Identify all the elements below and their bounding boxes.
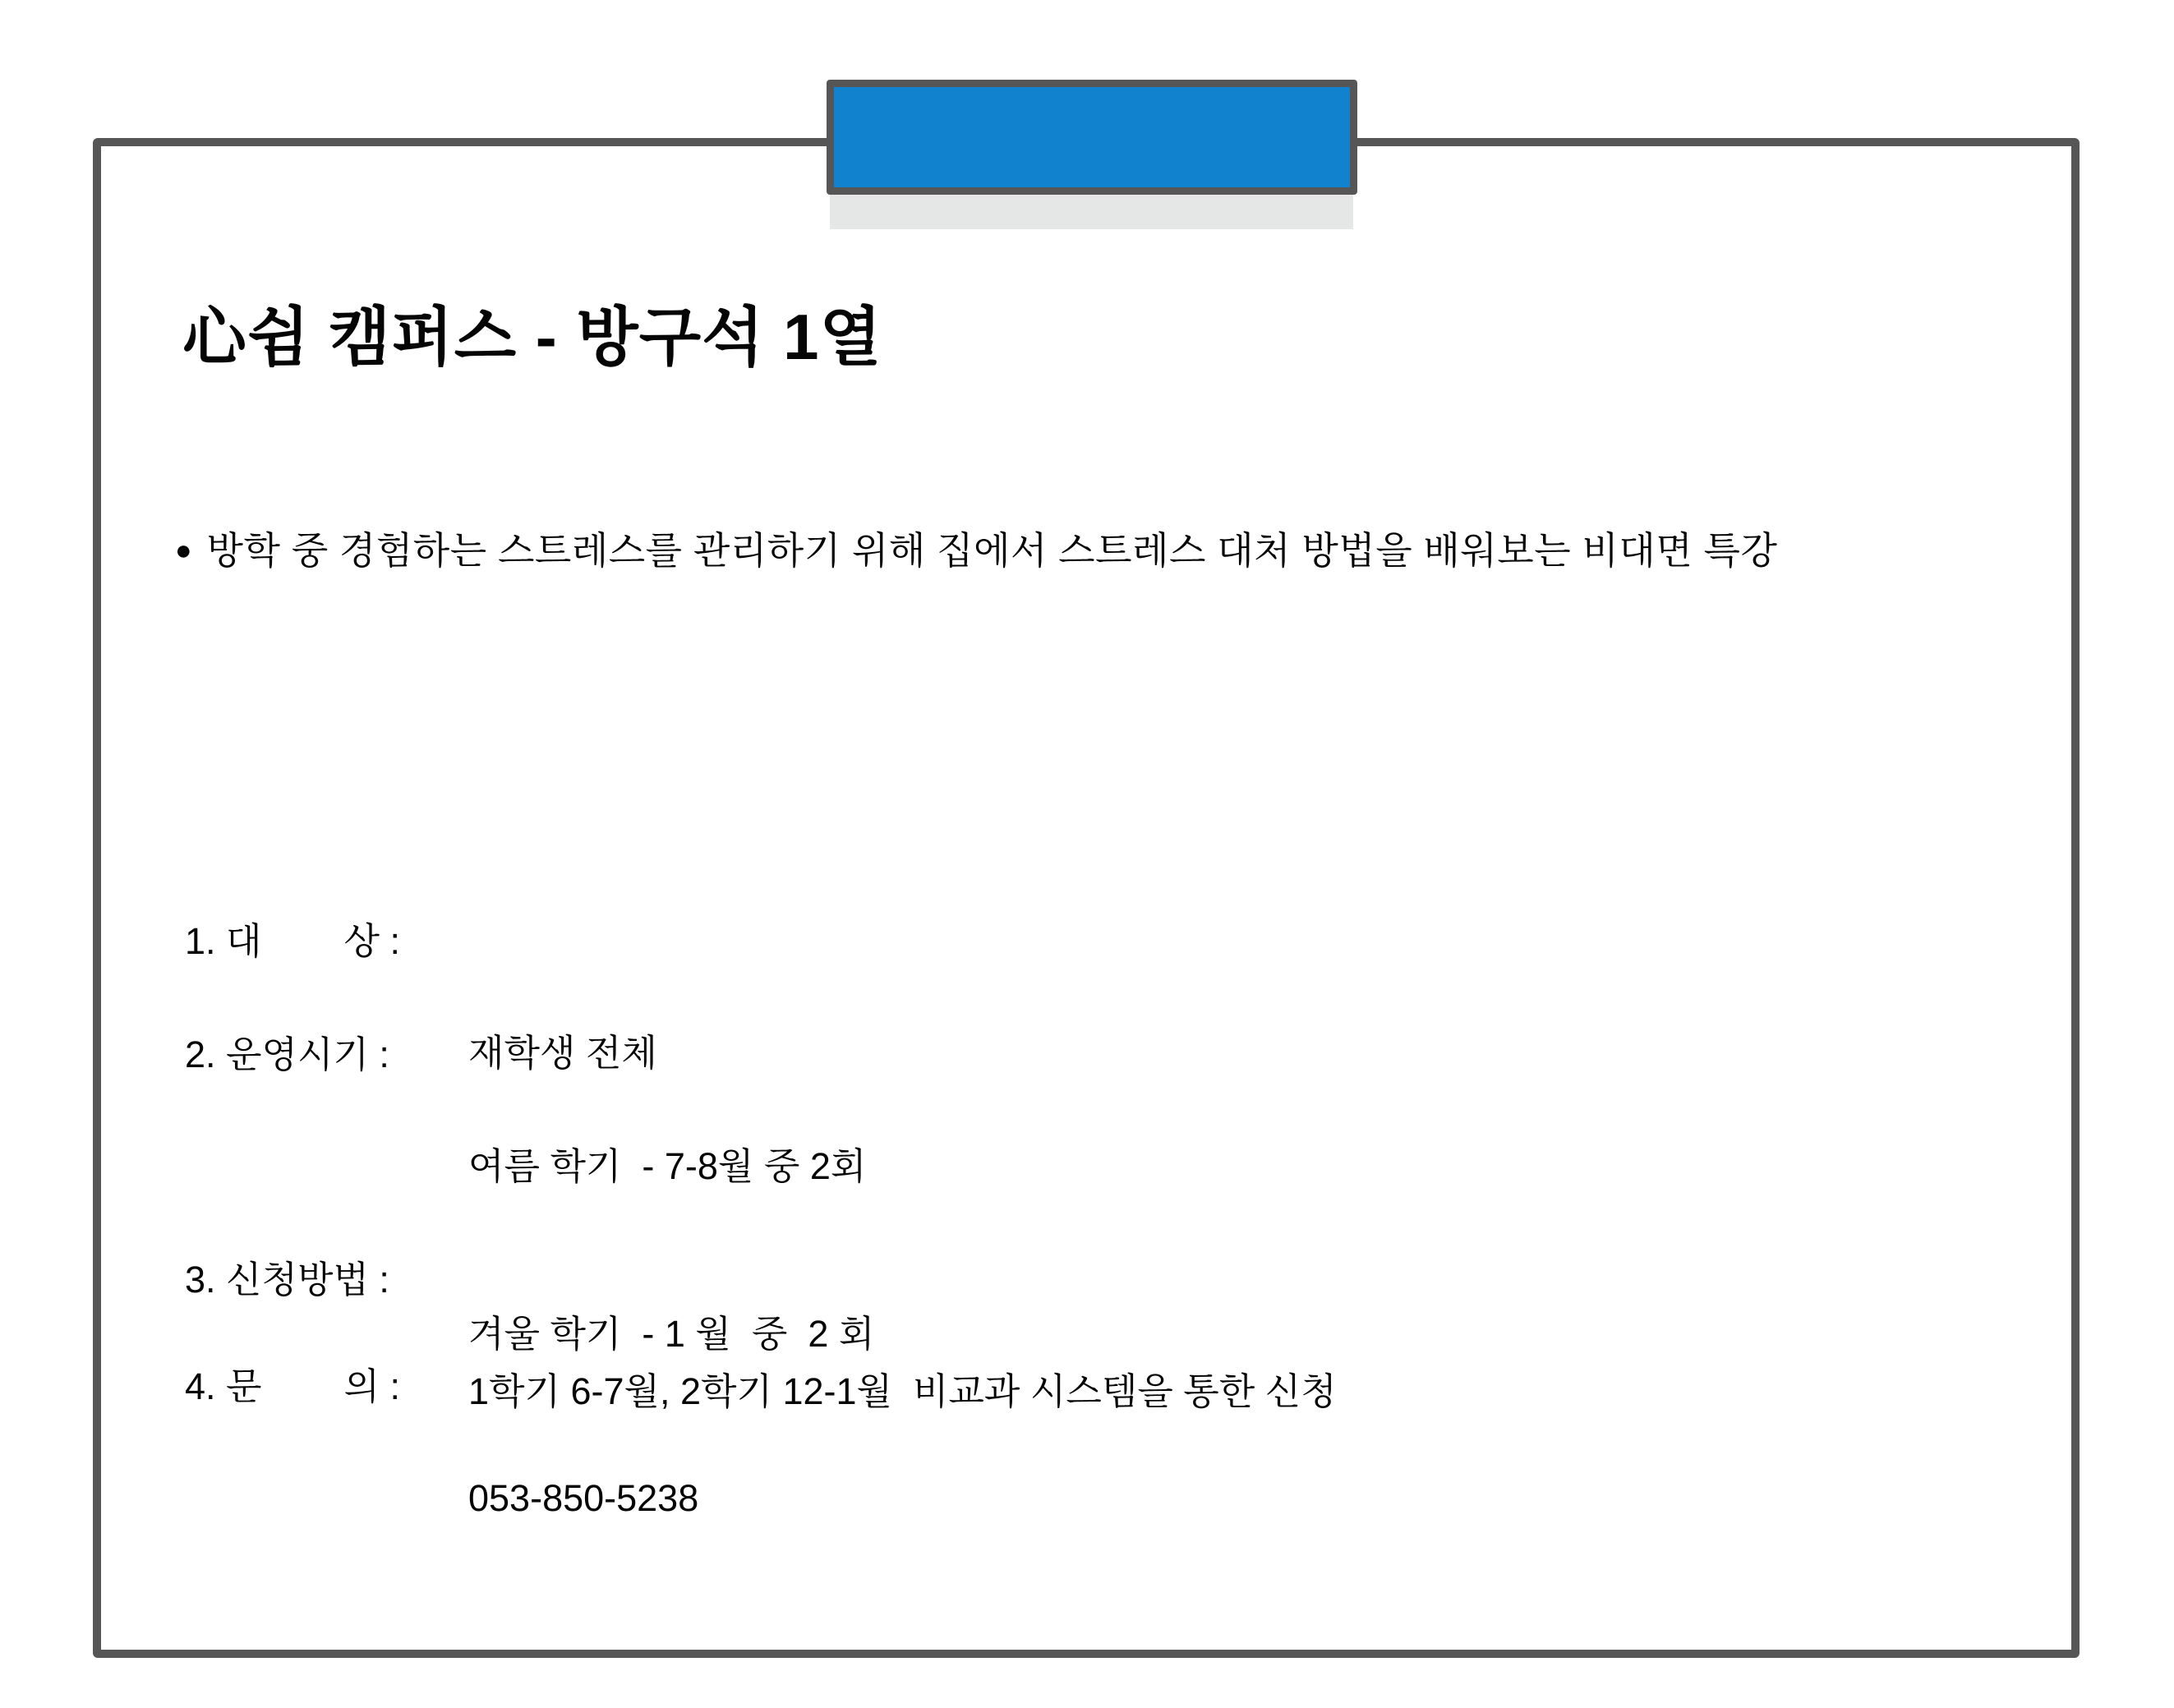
blue-tab: [827, 80, 1357, 195]
detail-label: 3. 신청방법 :: [185, 1259, 389, 1301]
page-title: 心쉼 캠퍼스 - 방구석 1열: [182, 301, 882, 373]
detail-value: 재학생 전체: [468, 1032, 657, 1074]
detail-label: 4. 문 의 :: [185, 1365, 400, 1407]
detail-value: 1학기 6-7월, 2학기 12-1월 비교과 시스템을 통한 신청: [468, 1370, 1337, 1412]
bullet-item: [175, 526, 2057, 575]
bullet-text: 방학 중 경험하는 스트레스를 관리하기 위해 집에서 스트레스 대처 방법을 배워보는 비대면 특강: [206, 529, 1778, 572]
bullet-icon: ●: [175, 535, 192, 566]
detail-value: 겨울 학기 - 1 월 중 2 회: [468, 1313, 875, 1355]
detail-value: 053-850-5238: [468, 1477, 699, 1519]
detail-value: 여름 학기 - 7-8월 중 2회: [468, 1145, 867, 1187]
tab-shadow: [830, 195, 1353, 229]
detail-label: 2. 운영시기 :: [185, 1034, 389, 1075]
detail-label: 1. 대 상 :: [185, 920, 400, 962]
